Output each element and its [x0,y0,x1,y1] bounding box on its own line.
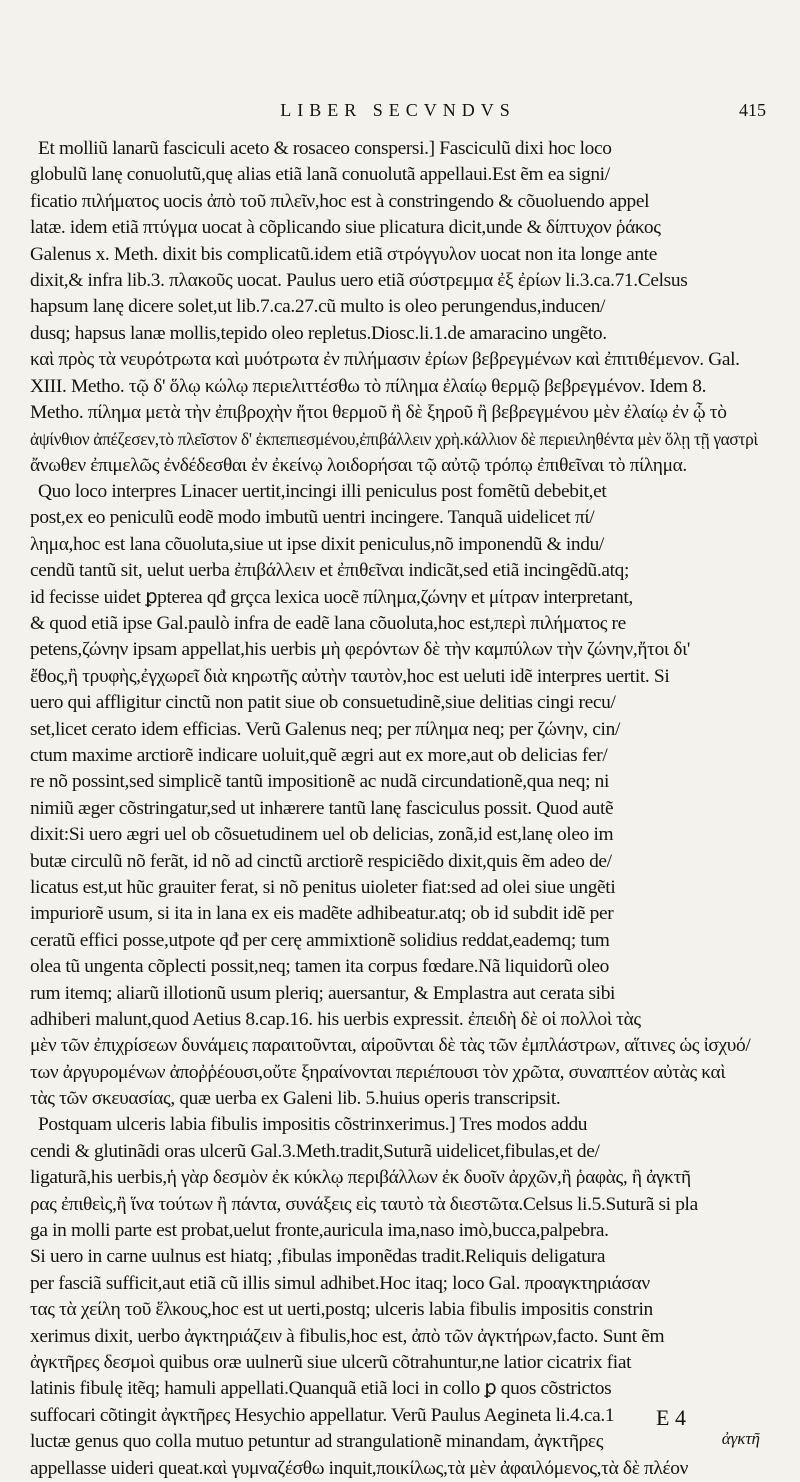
text-line: ἀγκτῆρες δεσμοὶ quibus oræ uulnerũ siue ulcerũ cõtrahuntur,ne latior cicatrix fiat [30,1351,632,1373]
text-line: appellasse uideri queat.καὶ γυμναζέσθω inquit,ποικίλως,τὰ μὲν ἀφαιλόμενος,τὰ δὲ πλέον [30,1457,689,1479]
text-line: suffocari cõtingit ἀγκτῆρες Hesychio appellatur. Verũ Paulus Aegineta li.4.ca.1 [30,1404,615,1426]
text-line: Quo loco interpres Linacer uertit,incingi illi peniculus post fomẽtũ debebit,et [38,481,607,503]
text-line: id fecisse uidet ꝑpterea qđ grçca lexica uocẽ πίλημα,ζώνην et μίτραν interpretant, [30,586,633,608]
text-line: re nõ possint,sed simplicẽ tantũ impositionẽ ac nudã circundationẽ,qua neq; ni [30,771,610,793]
folio-number: 415 [739,100,766,120]
text-line: ficatio πιλήματος uocis ἀπὸ τοῦ πιλεῖν,hoc est à constringendo & cõuoluendo appel [30,190,650,212]
text-line: & quod etiã ipse Gal.paulò infra de eadẽ lana cõuoluta,hoc est,περὶ πιλήματος re [30,613,626,635]
text-line: latæ. idem etiã πτύγμα uocat à cõplicando siue plicatura dicit,unde & δίπτυχον ῥάκος [30,217,661,239]
text-line: rum itemq; aliarũ illotionũ usum pleriq; auersantur, & Emplastra aut cerata sibi [30,982,616,1004]
text-line: Postquam ulceris labia fibulis impositis cõstrinxerimus.] Tres modos addu [38,1114,588,1136]
text-line: uero qui affligitur cinctũ non patit siue ob consuetudinẽ,siue delitias cingi recu/ [30,692,616,714]
text-line: petens,ζώνην ipsam appellat,his uerbis μὴ φερόντων δὲ τὴν καμπύλων τὴν ζώνην,ἤτοι δι' [30,639,691,661]
text-line: ligaturã,his uerbis,ἡ γὰρ δεσμὸν ἐκ κύκλῳ περιβάλλων ἐκ δυοῖν ἀρχῶν,ἢ ῥαφὰς, ἢ ἀγκτῆ [30,1167,691,1189]
text-line: ctum maxime arctiorẽ indicare uoluit,quẽ ægri aut ex more,aut ob delicias fer/ [30,744,608,766]
text-line: λημα,hoc est lana cõuoluta,siue ut ipse dixit peniculus,nõ imponendũ & indu/ [30,533,604,555]
text-line: cendi & glutinãdi oras ulcerũ Gal.3.Meth.tradit,Suturã uidelicet,fibulas,et de/ [30,1140,600,1162]
text-line: dixit,& infra lib.3. πλακοῦς uocat. Paulus uero etiã σύστρεμμα ἐξ ἐρίων li.3.ca.71.Celsus [30,269,688,291]
text-line: post,ex eo peniculũ eodẽ modo imbutũ uentri incingere. Tanquã uidelicet πί/ [30,507,595,529]
page-foot [656,1405,760,1449]
text-line: latinis fibulę itẽq; hamuli appellati.Quanquã etiã loci in collo ꝑ quos cõstrictos [30,1378,612,1400]
text-line: Si uero in carne uulnus est hiatq; ,fibulas imponẽdas tradit.Reliquis deligatura [30,1246,606,1268]
text-line: ἀψίνθιον ἀπέζεσεν,τὸ πλεῖστον δ' ἐκπεπιεσμένου,ἐπιβάλλειν χρὴ.κάλλιον δὲ περιειληθέντα μὲν ὅλῃ τῇ γαστρὶ [30,429,758,450]
text-line: Galenus x. Meth. dixit bis complicatũ.idem etiã στρόγγυλον uocat non ita longe ante [30,243,657,265]
text-line: per fasciã sufficit,aut etiã cũ illis simul adhibet.Hoc itaq; loco Gal. προαγκτηριάσαν [30,1272,650,1294]
text-line: dixit:Si uero ægri uel ob cõsuetudinem uel ob delicias, zonã,id est,lanę oleo im [30,824,614,846]
text-line: cendũ tantũ sit, uelut uerba ἐπιβάλλειν et ἐπιθεῖναι indicãt,sed etiã incingẽdũ.atq; [30,560,630,582]
text-line: luctæ genus quo colla mutuo petuntur ad strangulationẽ minandam, ἀγκτῆρες [30,1431,604,1453]
text-line: nimiũ æger cõstringatur,sed ut inhærere tantũ lanę fasciculus possit. Quod autẽ [30,797,614,819]
text-line: hapsum lanę dicere solet,ut lib.7.ca.27.cũ multo is oleo perungendus,inducen/ [30,296,606,318]
text-line: ἔθος,ἢ τρυφὴς,ἐγχωρεῖ διὰ κηρωτῆς αὐτὴν ταυτὸν,hoc est ueluti idẽ interpres uertit. Si [30,665,670,687]
text-line: μὲν τῶν ἐπιχρίσεων δυνάμεις παραιτοῦνται, αἱροῦνται δὲ τὰς τῶν ἐμπλάστρων, αἵτινες ὡς ἰσχυό/ [30,1035,751,1057]
signature-mark: E 4 [656,1405,686,1430]
running-title: LIBER SECVNDVS [280,100,516,120]
text-line: dusq; hapsus lanæ mollis,tepido oleo repletus.Diosc.li.1.de amaracino ungẽto. [30,322,607,344]
text-line: καὶ πρὸς τὰ νευρότρωτα καὶ μυότρωτα ἐν πιλήμασιν ἐρίων βεβρεγμένων καὶ ἐπιτιθέμενον. Gal. [30,349,740,371]
text-line: set,licet cerato idem efficias. Verũ Galenus neq; per πίλημα neq; per ζώνην, cin/ [30,718,620,740]
text-line: globulũ lanę conuolutũ,quę alias etiã lanã conuolutã appellaui.Est ẽm ea signi/ [30,164,610,186]
text-line: ἄνωθεν ἐπιμελῶς ἐνδέδεσθαι ἐν ἐκείνῳ λοιδορήσαι τῷ αὐτῷ τρόπῳ ἐπιθεῖναι τὸ πίλημα. [30,454,687,476]
catchword: ἀγκτῆ [721,1429,760,1448]
text-line: Et molliũ lanarũ fasciculi aceto & rosaceo conspersi.] Fasciculũ dixi hoc loco [38,138,612,159]
text-line: impuriorẽ usum, si ita in lana ex eis madẽte adhibeatur.atq; ob id subdit idẽ per [30,903,614,925]
text-line: adhiberi malunt,quod Aetius 8.cap.16. his uerbis expressit. ἐπειδὴ δὲ οἱ πολλοὶ τὰς [30,1008,641,1030]
text-line: τὰς τῶν σκευασίας, quæ uerba ex Galeni lib. 5.huius operis transcripsit. [30,1088,561,1110]
text-line: τας τὰ χείλη τοῦ ἕλκους,hoc est ut uerti,postq; ulceris labia fibulis impositis constrin [30,1299,653,1321]
text-line: Metho. πίλημα μετὰ τὴν ἐπιβροχὴν ἤτοι θερμοῦ ἢ δὲ ξηροῦ ἢ βεβρεγμένου μὲν ἐλαίῳ ἐν ᾧ τὸ [30,401,727,423]
running-head [30,100,766,134]
text-line: ρας ἐπιθεὶς,ἢ ἵνα τούτων ἢ πάντα, συνάξεις εἰς ταυτὸ τὰ διεστῶτα.Celsus li.5.Suturã si pla [30,1193,698,1215]
text-line: ceratũ effici posse,utpote qđ per cerę ammixtionẽ solidius reddat,eademq; tum [30,929,610,951]
text-line: licatus est,ut hũc grauiter ferat, si nõ penitus uioleter fiat:sed ad olei siue ungẽti [30,876,616,898]
text-body [30,136,766,1482]
text-line: olea tũ ungenta cõplecti possit,neq; tamen ita corpus fœdare.Nã liquidorũ oleo [30,956,610,978]
text-line: XIII. Metho. τῷ δ' ὅλῳ κώλῳ περιελιττέσθω τὸ πίλημα ἐλαίῳ θερμῷ βεβρεγμένον. Idem 8. [30,375,707,397]
text-line: xerimus dixit, uerbo ἀγκτηριάζειν à fibulis,hoc est, ἀπὸ τῶν ἀγκτήρων,facto. Sunt ẽm [30,1325,665,1347]
text-line: butæ circulũ nõ ferãt, id nõ ad cinctũ arctiorẽ respiciẽdo dixit,quis ẽm adeo de/ [30,850,612,872]
text-line: των ἀργυρομένων ἀποῤῥέουσι,οὔτε ξηραίνονται περιέπουσι τὸν χρῶτα, συναπτέον αὐτὰς καὶ [30,1061,726,1083]
text-line: ga in molli parte est probat,uelut fronte,auricula ima,naso imò,bucca,palpebra. [30,1220,609,1242]
